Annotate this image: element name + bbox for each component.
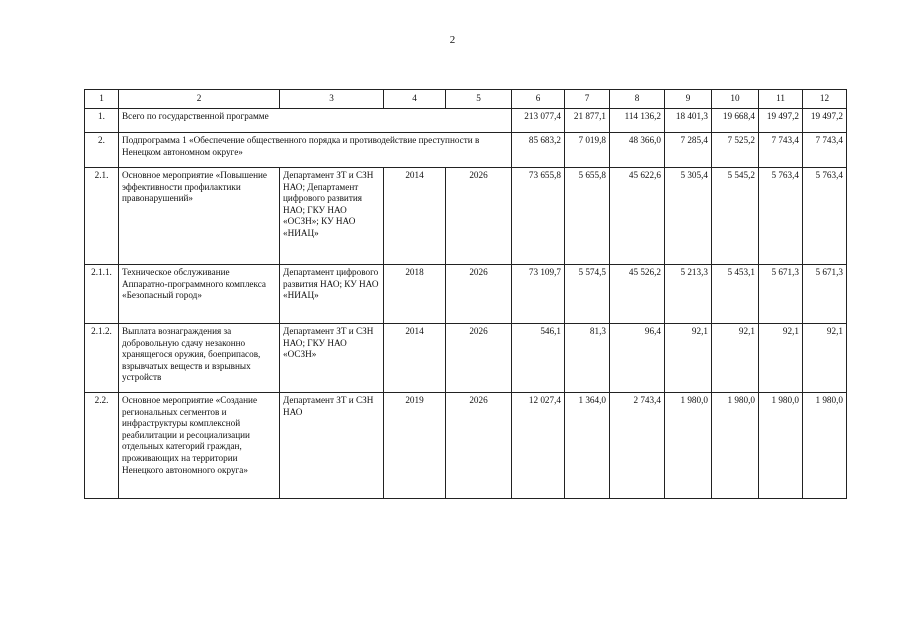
table-row [85,265,847,324]
value-cell: 85 683,2 [512,133,565,168]
measure-name: Техническое обслуживание Аппаратно-программного комплекса «Безопасный город» [119,265,280,324]
value-cell: 7 019,8 [565,133,610,168]
value-cell: 96,4 [610,324,665,393]
value-cell: 81,3 [565,324,610,393]
value-cell: 45 622,6 [610,168,665,265]
value-cell: 1 980,0 [803,393,847,499]
column-header: 5 [446,90,512,109]
column-header: 11 [759,90,803,109]
column-header: 12 [803,90,847,109]
column-header: 4 [384,90,446,109]
column-header: 9 [665,90,712,109]
page-number: 2 [449,34,456,46]
measure-name: Основное мероприятие «Создание региональных сегментов и инфраструктуры комплексной реабилитации и ресоциализации отдельных категорий граждан, проживающих на территории Ненецкого автономного округа» [119,393,280,499]
value-cell: 1 364,0 [565,393,610,499]
value-cell: 5 671,3 [803,265,847,324]
start-year: 2018 [384,265,446,324]
value-cell: 92,1 [803,324,847,393]
column-header: 6 [512,90,565,109]
row-number: 2.1.2. [85,324,119,393]
value-cell: 5 453,1 [712,265,759,324]
start-year: 2014 [384,324,446,393]
program-funding-table [84,89,847,499]
value-cell: 114 136,2 [610,109,665,133]
row-number: 2.1. [85,168,119,265]
measure-name: Основное мероприятие «Повышение эффективности профилактики правонарушений» [119,168,280,265]
value-cell: 19 497,2 [759,109,803,133]
table-row [85,168,847,265]
value-cell: 7 743,4 [803,133,847,168]
value-cell: 92,1 [759,324,803,393]
value-cell: 73 655,8 [512,168,565,265]
value-cell: 5 763,4 [759,168,803,265]
value-cell: 92,1 [665,324,712,393]
value-cell: 1 980,0 [759,393,803,499]
start-year: 2019 [384,393,446,499]
value-cell: 92,1 [712,324,759,393]
value-cell: 12 027,4 [512,393,565,499]
end-year: 2026 [446,393,512,499]
start-year: 2014 [384,168,446,265]
value-cell: 5 213,3 [665,265,712,324]
table-row [85,324,847,393]
column-number-header-row [85,90,847,109]
table-row [85,393,847,499]
executor: Департамент ЗТ и СЗН НАО; Департамент цифрового развития НАО; ГКУ НАО «ОСЗН»; КУ НАО «НИАЦ» [280,168,384,265]
end-year: 2026 [446,265,512,324]
value-cell: 19 497,2 [803,109,847,133]
value-cell: 5 655,8 [565,168,610,265]
executor: Департамент ЗТ и СЗН НАО; ГКУ НАО «ОСЗН» [280,324,384,393]
value-cell: 1 980,0 [712,393,759,499]
row-number: 1. [85,109,119,133]
column-header: 8 [610,90,665,109]
row-number: 2.2. [85,393,119,499]
value-cell: 2 743,4 [610,393,665,499]
table-row-program-total [85,109,847,133]
value-cell: 5 763,4 [803,168,847,265]
executor: Департамент цифрового развития НАО; КУ НАО «НИАЦ» [280,265,384,324]
value-cell: 5 305,4 [665,168,712,265]
value-cell: 18 401,3 [665,109,712,133]
value-cell: 48 366,0 [610,133,665,168]
value-cell: 5 545,2 [712,168,759,265]
value-cell: 7 743,4 [759,133,803,168]
end-year: 2026 [446,324,512,393]
value-cell: 546,1 [512,324,565,393]
column-header: 7 [565,90,610,109]
value-cell: 21 877,1 [565,109,610,133]
value-cell: 5 671,3 [759,265,803,324]
table-row-subprogram [85,133,847,168]
measure-name: Выплата вознаграждения за добровольную сдачу незаконно хранящегося оружия, боеприпасов, взрывчатых веществ и взрывных устройств [119,324,280,393]
value-cell: 73 109,7 [512,265,565,324]
value-cell: 5 574,5 [565,265,610,324]
column-header: 10 [712,90,759,109]
value-cell: 1 980,0 [665,393,712,499]
end-year: 2026 [446,168,512,265]
value-cell: 7 285,4 [665,133,712,168]
value-cell: 7 525,2 [712,133,759,168]
value-cell: 213 077,4 [512,109,565,133]
value-cell: 19 668,4 [712,109,759,133]
row-label: Всего по государственной программе [119,109,512,133]
row-number: 2.1.1. [85,265,119,324]
row-label: Подпрограмма 1 «Обеспечение общественного порядка и противодействие преступности в Ненецком автономном округе» [119,133,512,168]
column-header: 1 [85,90,119,109]
value-cell: 45 526,2 [610,265,665,324]
column-header: 3 [280,90,384,109]
column-header: 2 [119,90,280,109]
executor: Департамент ЗТ и СЗН НАО [280,393,384,499]
row-number: 2. [85,133,119,168]
